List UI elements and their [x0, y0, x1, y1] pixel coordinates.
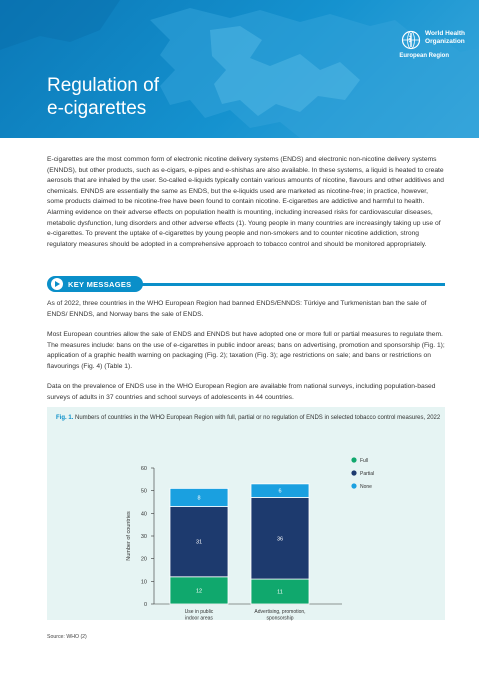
who-emblem-icon	[401, 30, 421, 50]
y-tick-label: 30	[140, 534, 147, 540]
x-category-label-line: Use in public	[184, 609, 214, 615]
y-tick-label: 20	[140, 556, 147, 563]
legend-label: Full	[360, 458, 369, 464]
data-label: 12	[195, 588, 203, 595]
figure-1-panel	[47, 407, 445, 620]
legend-swatch	[351, 483, 356, 488]
legend-label: Partial	[360, 471, 375, 477]
key-message-2: Most European countries allow the sale of ENDS and ENNDS but have adopted one or more full or partial measures to regulate them. The measures include: bans on the use of e-cigarettes in public indoor areas; bans on advertising, promotion and sponsorship (Fig. 1); application of a graphic health warning on packaging (Fig. 2); taxation (Fig. 3); age restrictions on sale; and bans or restrictions on flavourings (Fig. 4) (Table 1).	[47, 331, 445, 370]
y-tick-label: 40	[140, 511, 147, 518]
y-tick-label: 10	[140, 579, 147, 586]
key-messages-header	[47, 276, 445, 292]
data-label: 31	[195, 539, 203, 546]
intro-paragraph: E-cigarettes are the most common form of electronic nicotine delivery systems (ENDS) and electronic non-nicotine delivery systems (ENNDS), but other products, such as e-cigars, e-pipes and e-shishas are also available. In these systems, a liquid is heated to create aerosols that are inhaled by the user. So-called e-liquids typically contain various amounts of nicotine, flavours and other additives and chemicals. ENNDS are essentially the same as ENDS, but the e-liquids used are marketed as nicotine-free; in practice, however, some products claimed to be nicotine-free have been found to contain nicotine. E-cigarettes are addictive and harmful to health. Alarming evidence on their adverse effects on population health is mounting, including increased risks for cardiovascular diseases, metabolic dysfunction, lung disorders and other adverse effects (1). Young people in many countries are increasingly taking up use of e-cigarettes. To prevent the uptake of e-cigarettes by young people and non-smokers and to counter nicotine addiction, strong regulatory measures should be adopted in a comprehensive approach to tobacco control and should be monitored appropriately.	[47, 156, 445, 248]
org-line-1: World Health	[425, 30, 465, 37]
x-category-label-line: sponsorship	[266, 615, 294, 622]
y-tick-label: 60	[140, 466, 147, 472]
figure-caption-text: Numbers of countries in the WHO European Region with full, partial or no regulation of ENDS in selected tobacco control measures, 2022	[75, 415, 441, 421]
legend-label: None	[360, 484, 372, 490]
legend-swatch	[351, 470, 356, 475]
key-messages-heading: KEY MESSAGES	[68, 279, 132, 289]
org-line-2: Organization	[425, 37, 465, 45]
x-category-label	[185, 609, 214, 622]
key-message-1: As of 2022, three countries in the WHO European Region had banned ENDS/ENNDS: Türkiye and Turkmenistan ban the sale of ENDS/ ENNDS, and Norway bans the sale of ENDS.	[47, 300, 427, 318]
page-title	[47, 74, 159, 120]
data-label: 6	[278, 488, 282, 495]
key-message-3: Data on the prevalence of ENDS use in the WHO European Region are available from national surveys, including population-based surveys of adults in 37 countries and school surveys of adolescents in 44 countries.	[47, 383, 436, 401]
source-note: Source: WHO (2)	[47, 634, 87, 640]
x-category-label	[254, 609, 305, 622]
x-category-label-line: indoor areas	[185, 615, 213, 622]
who-logo	[401, 30, 465, 50]
figure-caption	[56, 415, 440, 421]
key-messages-pill	[47, 276, 143, 292]
figure-1-chart	[47, 422, 445, 622]
who-name	[425, 30, 465, 45]
y-tick-label: 0	[143, 602, 147, 608]
data-label: 36	[276, 536, 284, 543]
data-label: 8	[197, 495, 201, 502]
y-tick-label: 50	[140, 488, 147, 495]
y-axis-label: Number of countries	[126, 511, 132, 561]
arrow-right-icon	[51, 278, 63, 290]
title-line-1: Regulation of	[47, 75, 159, 96]
figure-number: Fig. 1.	[56, 415, 74, 421]
title-line-2: e-cigarettes	[47, 98, 147, 119]
header-banner	[0, 0, 479, 138]
legend-swatch	[351, 457, 356, 462]
x-category-label-line: Advertising, promotion,	[254, 609, 306, 615]
region-label: European Region	[399, 53, 449, 59]
data-label: 11	[277, 589, 283, 596]
